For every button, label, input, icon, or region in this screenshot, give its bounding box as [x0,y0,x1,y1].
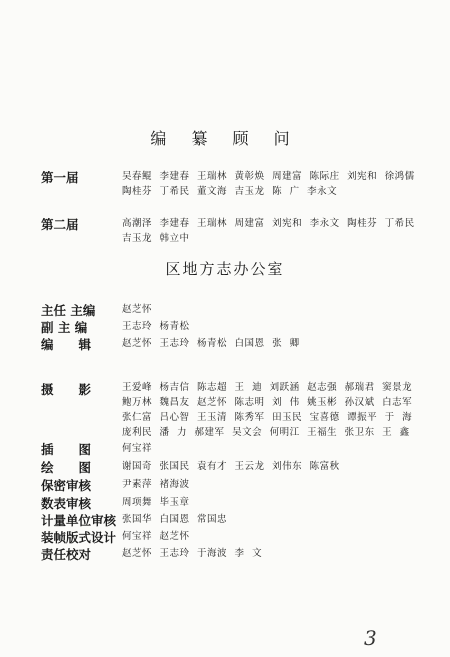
units-names: 张国华 白国恩 常国忠 [122,514,228,525]
proof-names: 赵芝怀 王志玲 于海波 李 文 [122,548,263,559]
illustration-names: 何宝祥 [122,443,153,454]
editors-names: 赵芝怀 王志玲 杨青松 白国恩 张 卿 [122,338,300,349]
units-label: 计量单位审核 [41,513,117,528]
director-label: 主任 主编 [41,303,96,318]
name-line: 高潮泽 李建春 王瑞林 周建富 刘宪和 李永文 陶桂芬 丁希民 [122,218,415,229]
tables-names: 周项舞 毕玉章 [122,497,190,508]
drawing-label: 绘 图 [41,460,92,475]
name-line: 张仁富 吕心智 王玉清 陈秀军 田玉民 宝喜德 谭振平 于 海 [122,412,413,423]
security-names: 尹素萍 褚海波 [122,479,190,490]
tables-label: 数表审核 [41,496,92,511]
deputy-label: 副 主 编 [41,320,88,335]
layout-label: 装帧版式设计 [41,530,117,545]
deputy-names: 王志玲 杨青松 [122,321,190,332]
name-line: 庞利民 潘 力 郝建军 吴文会 何明江 王福生 张卫东 王 鑫 [122,427,410,438]
first-term-names [122,169,442,199]
name-line: 吉玉龙 韩立中 [122,233,190,244]
layout-names: 何宝祥 赵芝怀 [122,531,190,542]
page-number: 3 [364,626,377,650]
photo-label: 摄 影 [41,382,92,397]
drawing-names: 谢国奇 张国民 袁有才 王云龙 刘伟东 陈富秋 [122,461,340,472]
second-term-label: 第二届 [41,217,79,232]
name-line: 鲍万林 魏昌友 赵芝怀 陈志明 刘 伟 姚玉彬 孙汉斌 白志军 [122,397,413,408]
security-label: 保密审核 [41,478,92,493]
first-term-label: 第一届 [41,170,79,185]
director-names: 赵芝怀 [122,304,153,315]
name-line: 王爱峰 杨吉信 陈志超 王 迪 刘跃涵 赵志强 郝瑞君 窦景龙 [122,382,413,393]
name-line: 陶桂芬 丁希民 董文海 吉玉龙 陈 广 李永文 [122,186,338,197]
advisors-title: 编 纂 顾 问 [150,129,300,148]
photo-names [122,380,442,440]
name-line: 吴春鲲 李建春 王瑞林 黄彰焕 周建富 陈际庄 刘宪和 徐鸿儒 [122,171,415,182]
proof-label: 责任校对 [41,547,92,562]
second-term-names [122,216,442,246]
illustration-label: 插 图 [41,442,92,457]
editors-label: 编 辑 [41,337,92,352]
office-title: 区地方志办公室 [165,260,285,278]
